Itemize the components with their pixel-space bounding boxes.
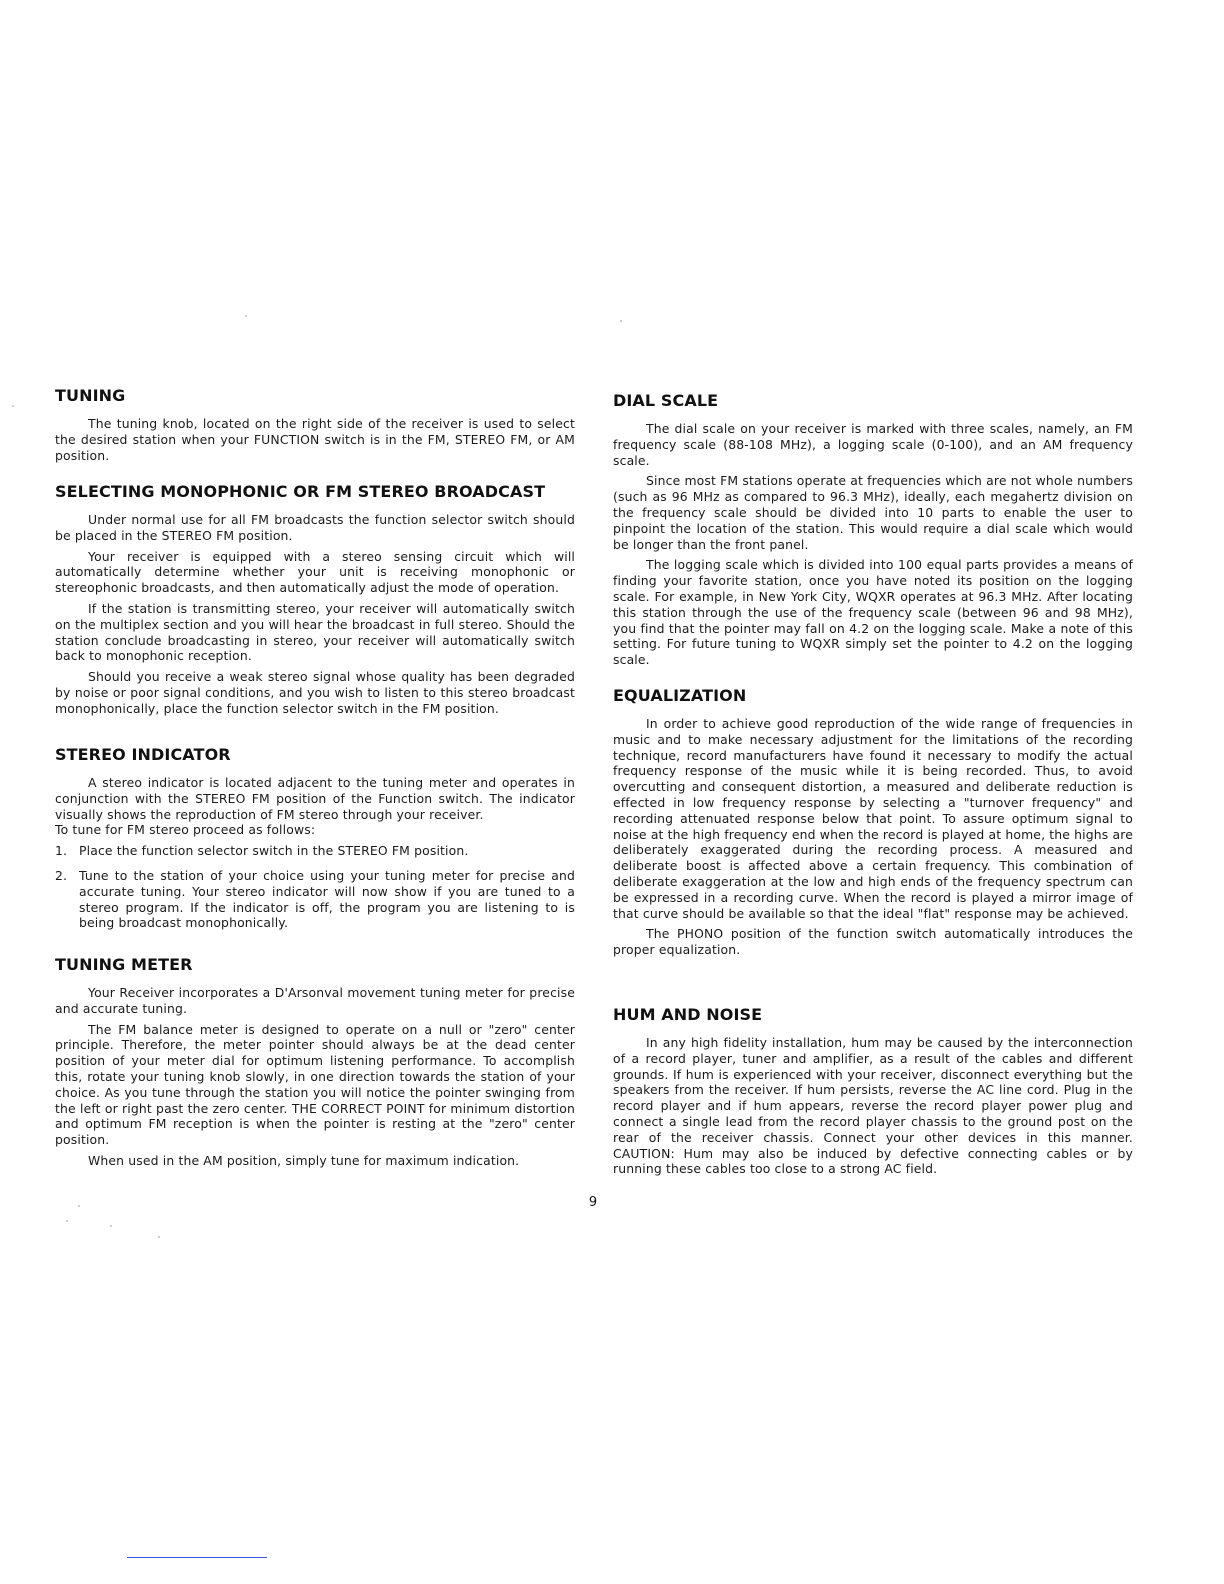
paragraph: A stereo indicator is located adjacent to the tuning meter and operates in conjunction with the STEREO FM position of the Function switch. The indicator visually shows the reproduction of FM stereo through your receiver. — [55, 775, 575, 822]
step-text: Tune to the station of your choice using your tuning meter for precise and accurate tuning. Your stereo indicator will now show if you are tuned to a stereo program. If the indicator is off, the program you are listening to is being broadcast monophonically. — [79, 867, 575, 931]
section-heading: HUM AND NOISE — [613, 1005, 763, 1024]
paragraph: Since most FM stations operate at frequencies which are not whole numbers (such as 96 MHz as compared to 96.3 MHz), ideally, each megahertz division on the frequency scale should be divided into 10 parts to enable the user to pinpoint the location of the station. This would require a dial scale which would be longer than the front panel. — [613, 473, 1133, 552]
list-item — [55, 843, 575, 859]
section-heading: TUNING — [55, 386, 126, 405]
step-number: 2. — [55, 867, 68, 883]
paragraph: In any high fidelity installation, hum may be caused by the interconnection of a record player, tuner and amplifier, as a result of the cables and different grounds. If hum is experienced with your receiver, disconnect everything but the speakers from the receiver. If hum persists, reverse the AC line cord. Plug in the record player and if hum appears, reverse the record player power plug and connect a single lead from the record player chassis to the ground post on the rear of the receiver chassis. Connect your other devices in this manner. CAUTION: Hum may also be induced by defective connecting cables or by running these cables too close to a strong AC field. — [613, 1035, 1133, 1177]
paragraph: The dial scale on your receiver is marked with three scales, namely, an FM frequency scale (88-108 MHz), a logging scale (0-100), and an AM frequency scale. — [613, 421, 1133, 468]
step-number: 1. — [55, 843, 68, 859]
section-tuning — [55, 386, 575, 468]
section-heading: STEREO INDICATOR — [55, 745, 231, 764]
step-text: Place the function selector switch in the STEREO FM position. — [79, 843, 469, 859]
paragraph: In order to achieve good reproduction of the wide range of frequencies in music and to make necessary adjustment for the limitations of the recording technique, record manufacturers have found it necessary to modify the actual frequency response of the music while it is being recorded. Thus, to avoid overcutting and consequent distortion, a measured and deliberate reduction is effected in low frequency response by selecting a "turnover frequency" and recording attenuated response below that point. To assure optimum signal to noise at the high frequency end when the record is played at home, the highs are deliberately exaggerated during the recording process. A measured and deliberate boost is affected above a certain frequency. This combination of deliberate exaggeration at the low and high ends of the frequency spectrum can be expressed in a recording curve. When the record is played a mirror image of that curve should be available so that the ideal "flat" response may be achieved. — [613, 716, 1133, 921]
paragraph-lead-in: To tune for FM stereo proceed as follows: — [55, 822, 316, 838]
section-hum-and-noise — [613, 1005, 1133, 1182]
scan-speck — [66, 1220, 68, 1222]
section-equalization — [613, 686, 1133, 963]
section-heading: DIAL SCALE — [613, 391, 719, 410]
scan-speck — [620, 320, 622, 322]
section-selecting-broadcast — [55, 482, 575, 722]
paragraph: The PHONO position of the function switch automatically introduces the proper equalization. — [613, 926, 1133, 958]
steps-list — [55, 843, 575, 931]
paragraph: The logging scale which is divided into 100 equal parts provides a means of finding your favorite station, once you have noted its position on the logging scale. For example, in New York City, WQXR operates at 96.3 MHz. After locating this station through the use of the frequency scale (between 96 and 98 MHz), you find that the pointer may fall on 4.2 on the logging scale. Make a note of this setting. For future tuning to WQXR simply set the pointer to 4.2 on the logging scale. — [613, 557, 1133, 668]
paragraph: Your receiver is equipped with a stereo sensing circuit which will automatically determine whether your unit is receiving monophonic or stereophonic broadcasts, and then automatically adjust the mode of operation. — [55, 548, 575, 596]
scan-speck — [245, 315, 247, 317]
page-number: 9 — [588, 1195, 598, 1210]
section-stereo-indicator — [55, 745, 575, 940]
paragraph: If the station is transmitting stereo, your receiver will automatically switch on the multiplex section and you will hear the broadcast in full stereo. Should the station conclude broadcasting in stereo, your receiver will automatically switch back to monophonic reception. — [55, 600, 575, 664]
paragraph: Your Receiver incorporates a D'Arsonval movement tuning meter for precise and accurate tuning. — [55, 985, 575, 1016]
paragraph: Should you receive a weak stereo signal whose quality has been degraded by noise or poor signal conditions, and you wish to listen to this stereo broadcast monophonically, place the function selector switch in the FM position. — [55, 669, 575, 716]
section-heading: SELECTING MONOPHONIC OR FM STEREO BROADCAST — [55, 482, 546, 501]
paragraph: When used in the AM position, simply tune for maximum indication. — [88, 1152, 520, 1168]
scan-speck — [78, 1205, 80, 1207]
section-heading: TUNING METER — [55, 955, 193, 974]
list-item — [55, 868, 575, 931]
paragraph: The FM balance meter is designed to operate on a null or "zero" center principle. Therefore, the meter pointer should always be at the dead center position of your meter dial for optimum listening performance. To accomplish this, rotate your tuning knob slowly, in one direction towards the station of your choice. As you tune through the station you will notice the pointer swinging from the left or right past the zero center. THE CORRECT POINT for minimum distortion and optimum FM reception is when the pointer is resting at the "zero" center position. — [55, 1021, 575, 1148]
scan-speck — [12, 405, 14, 407]
paragraph: Under normal use for all FM broadcasts the function selector switch should be placed in the STEREO FM position. — [55, 512, 575, 543]
scan-speck — [110, 1225, 112, 1227]
scan-speck — [158, 1236, 160, 1238]
section-tuning-meter — [55, 955, 575, 1174]
section-dial-scale — [613, 391, 1133, 673]
paragraph: The tuning knob, located on the right side of the receiver is used to select the desired station when your FUNCTION switch is in the FM, STEREO FM, or AM position. — [55, 416, 575, 463]
footer-rule — [127, 1557, 267, 1558]
section-heading: EQUALIZATION — [613, 686, 747, 705]
